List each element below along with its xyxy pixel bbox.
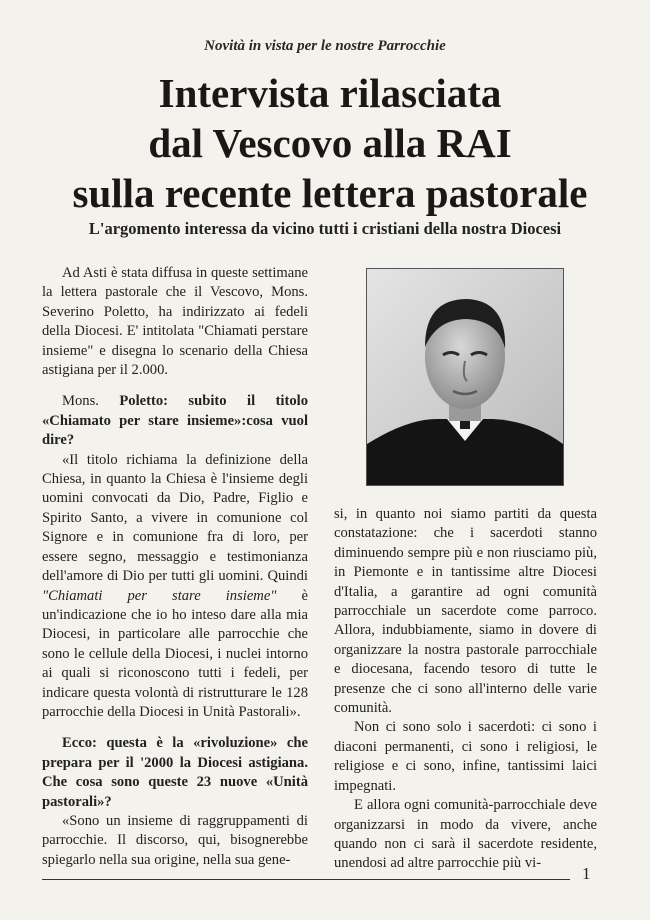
headline-line-2: dal Vescovo alla RAI — [148, 120, 512, 166]
answer-1-title-quote: "Chiamati per stare insieme" — [42, 587, 277, 604]
right-column — [334, 505, 597, 874]
left-column — [42, 264, 308, 870]
right-paragraph-3: E allora ogni comunità-parrocchiale deve organizzarsi in modo da vivere, anche quando non ci sarà il sacerdote residente, unendosi ad altre parrocchie più vi- — [334, 797, 597, 872]
question-1-prefix: Mons. — [62, 393, 120, 410]
subheadline: L'argomento interessa da vicino tutti i cristiani della nostra Diocesi — [88, 219, 562, 238]
question-1 — [42, 392, 308, 450]
intro-paragraph: Ad Asti è stata diffusa in queste settimane la lettera pastorale che il Vescovo, Mons. Severino Poletto, ha indirizzato ai fedeli della Diocesi. E' intitolata "Chiamati perstare insieme" e disegna lo scenario della Chiesa astigiana per il 2.000. — [42, 265, 308, 379]
footer-rule — [42, 879, 570, 880]
kicker: Novità in vista per le nostre Parrocchie — [204, 38, 446, 54]
answer-1 — [42, 451, 308, 723]
question-1-text: Poletto: subito il titolo «Chiamato per stare insieme»:cosa vuol dire? — [42, 393, 308, 449]
answer-1-part-1: «Il titolo richiama la definizione della Chiesa, in quanto la Chiesa è l'insieme degli uomini convocati da Dio, Padre, Figlio e Spirito Santo, a vivere in comunione col Signore e in comunione fra di loro, per essere segno, messaggio e testimonianza dell'amore di Dio per tutti gli uomini. Quindi — [42, 451, 308, 585]
headline-line-1: Intervista rilasciata — [158, 70, 502, 116]
answer-2: «Sono un insieme di raggruppamenti di parrocchie. Il discorso, qui, bisognerebbe spiegarlo nella sua origine, nella sua gene- — [42, 812, 308, 868]
headline-line-3: sulla recente lettera pastorale — [72, 170, 588, 216]
right-paragraph-1: si, in quanto noi siamo partiti da questa constatazione: che i sacerdoti stanno diminuendo sempre più e non riusciamo più, in Piemonte e in tantissime altre Diocesi d'Italia, a garantire ad ogni comunità parrocchiale un sacerdote come parroco. Allora, indubbiamente, siamo in dovere di organizzare la nostra pastorale parrocchiale e diocesana, facendo tesoro di tutte le presenze che ci sono all'interno delle varie comunità. — [334, 506, 597, 717]
headline — [30, 68, 630, 218]
bishop-portrait-photo — [366, 268, 564, 486]
answer-1-part-2: è un'indicazione che io ho inteso dare alla mia Diocesi, in particolare alle parrocchie che sono le cellule della Diocesi, i nuclei intorno ai quali si riconoscono tutti i fedeli, per indicare questa volontà di ristrutturare le 128 parrocchie della Diocesi in Unità Pastorali». — [42, 587, 308, 720]
right-paragraph-2: Non ci sono solo i sacerdoti: ci sono i diaconi permanenti, ci sono i religiosi, le religiose e ci sono, infine, tantissimi laici impegnati. — [334, 719, 597, 794]
question-2: Ecco: questa è la «rivoluzione» che prepara per il '2000 la Diocesi astigiana. Che cosa sono queste 23 nuove «Unità pastorali»? — [42, 735, 308, 810]
page-number: 1 — [582, 864, 591, 883]
